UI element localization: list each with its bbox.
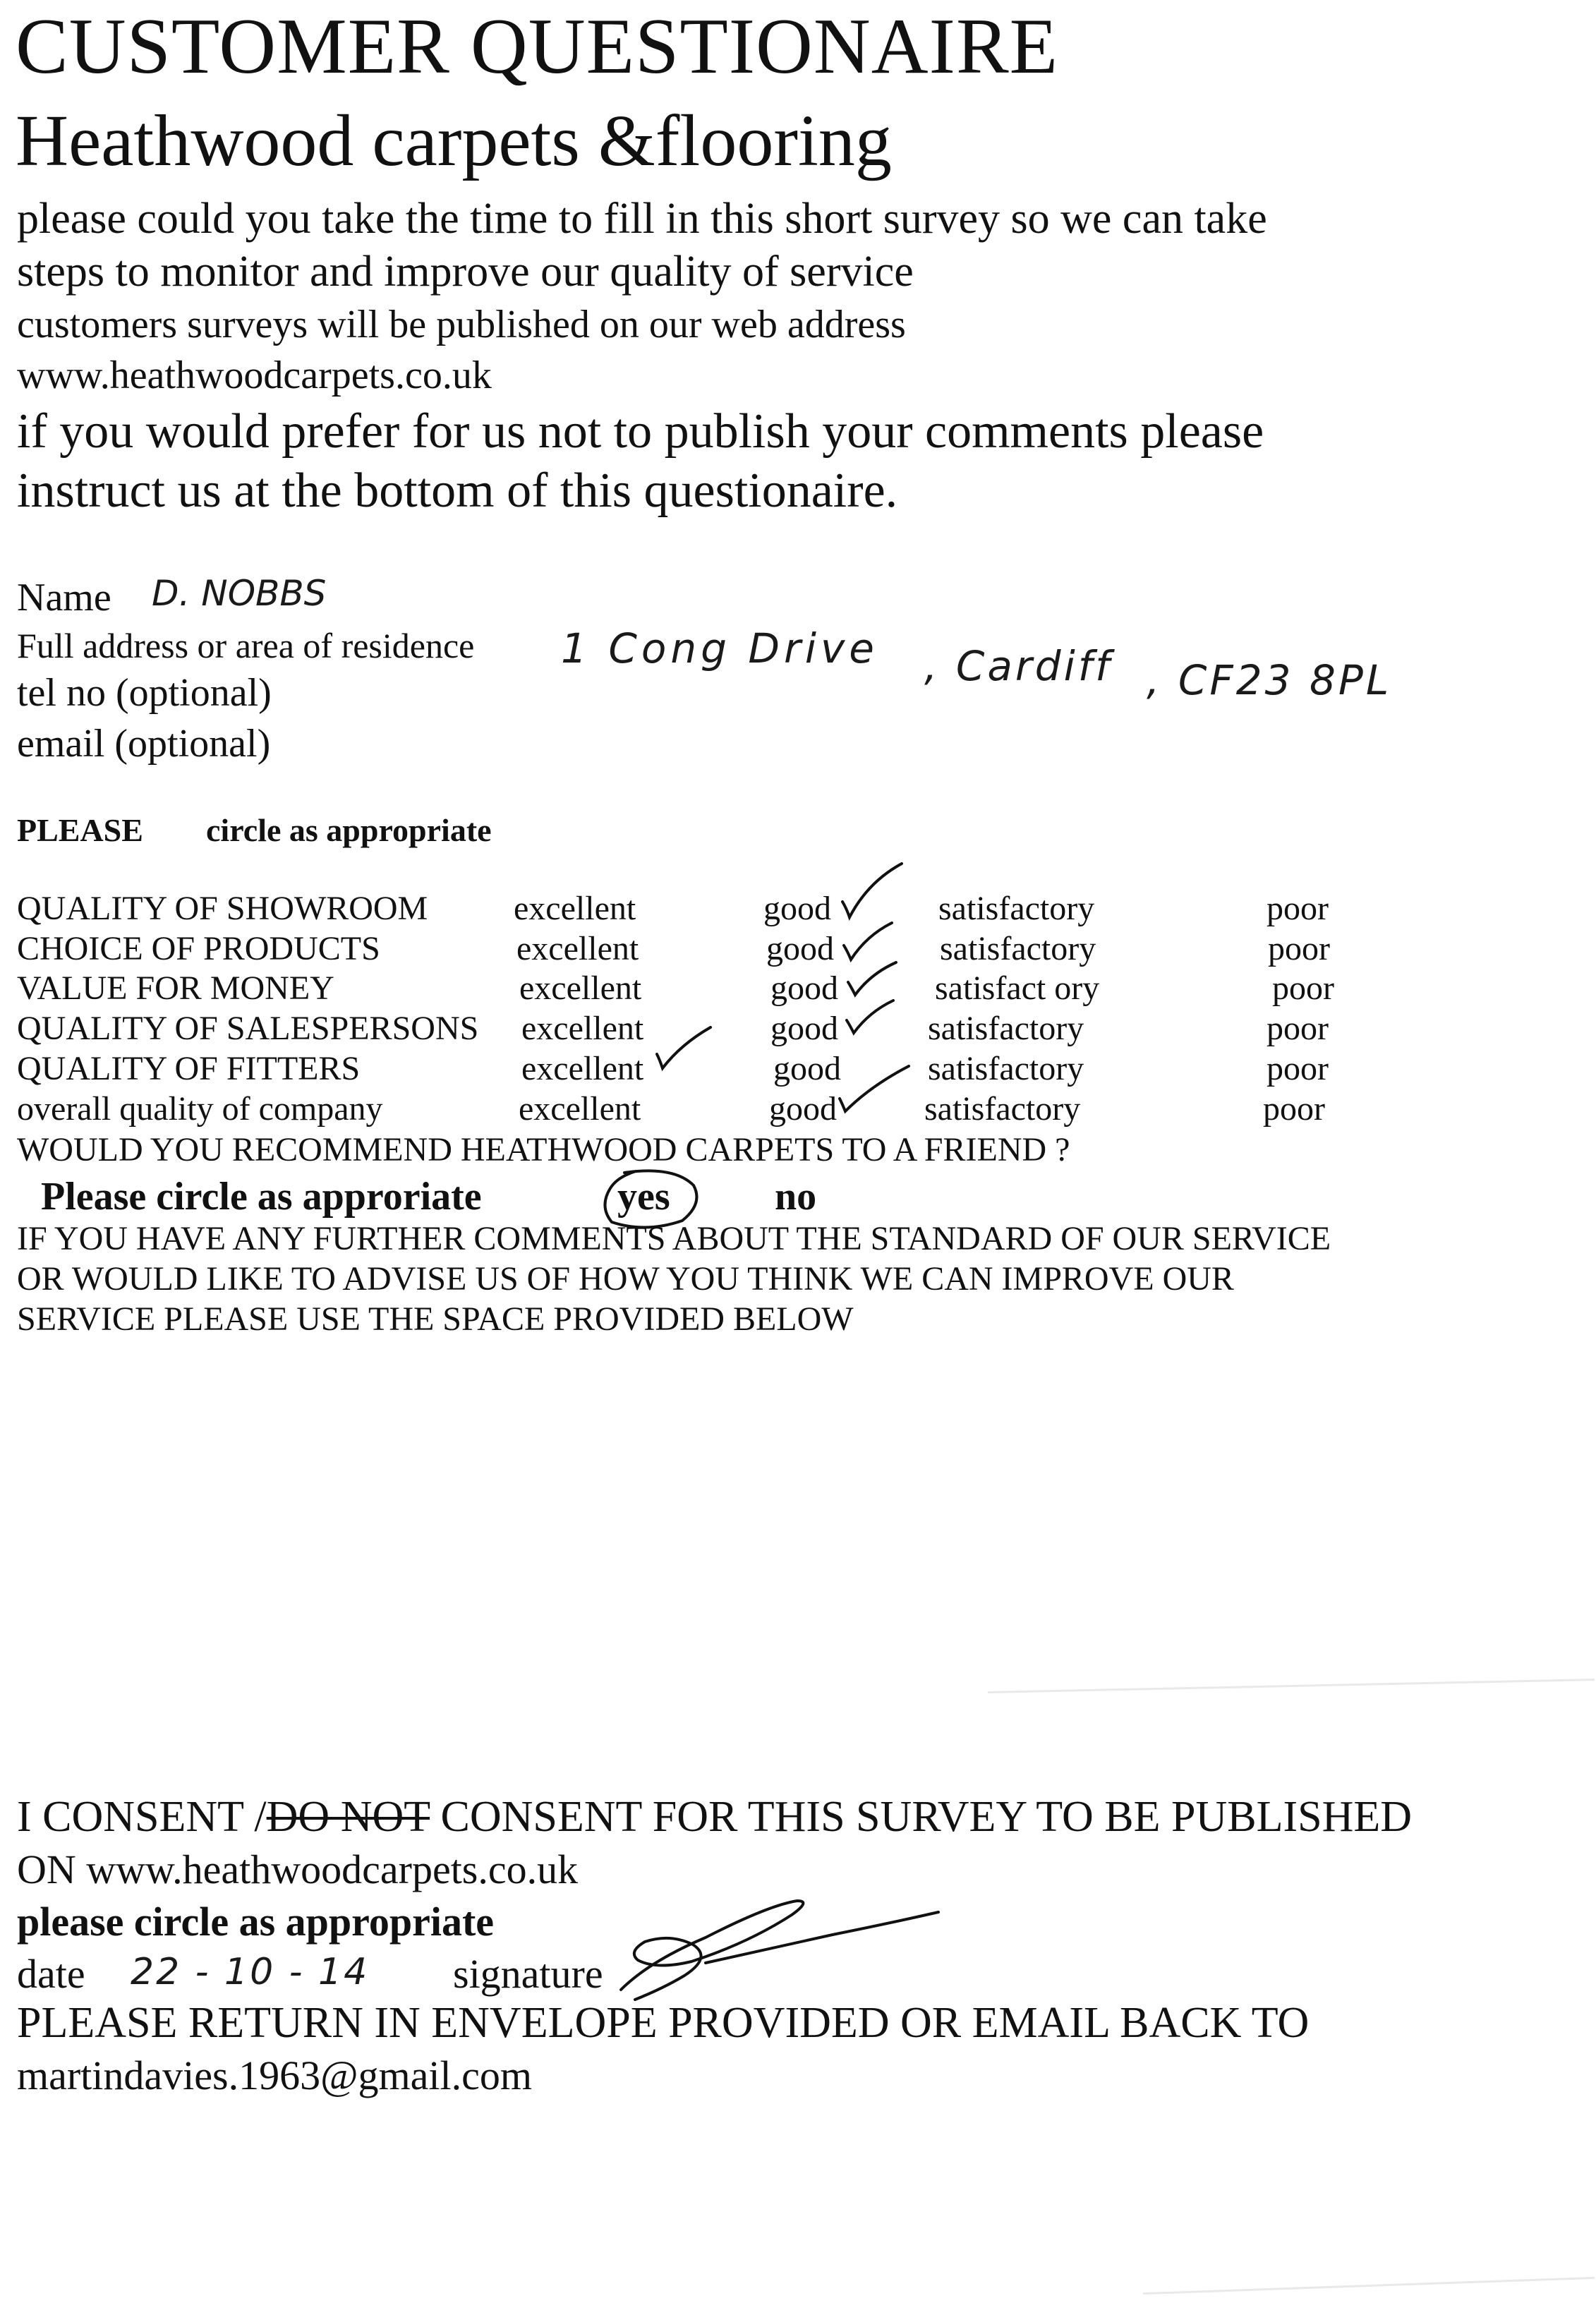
rating-option-satisfactory[interactable]: satisfactory (928, 1050, 1084, 1087)
rating-option-good[interactable]: good (769, 1090, 837, 1128)
consent-option[interactable]: I CONSENT / (17, 1793, 267, 1841)
rating-question: CHOICE OF PRODUCTS (17, 930, 380, 967)
rating-option-excellent[interactable]: excellent (521, 1050, 644, 1087)
rating-option-good[interactable]: good (766, 930, 834, 967)
rating-option-good[interactable]: good (773, 1050, 841, 1087)
rating-option-good[interactable]: good (763, 890, 831, 927)
comments-prompt-1: IF YOU HAVE ANY FURTHER COMMENTS ABOUT THE STANDARD OF OUR SERVICE (17, 1220, 1331, 1257)
rating-option-excellent[interactable]: excellent (519, 1090, 641, 1128)
name-label: Name (17, 576, 111, 619)
rating-option-satisfactory[interactable]: satisfact ory (935, 969, 1100, 1007)
intro-line-2: steps to monitor and improve our quality of service (17, 248, 914, 296)
address-field-postcode[interactable]: , CF23 8PL (1147, 656, 1392, 704)
rating-question: QUALITY OF FITTERS (17, 1050, 361, 1087)
email-label: email (optional) (17, 722, 271, 766)
please-label: PLEASE (17, 812, 143, 848)
return-email[interactable]: martindavies.1963@gmail.com (17, 2053, 532, 2098)
privacy-line-2: instruct us at the bottom of this questionaire. (17, 464, 898, 518)
date-label: date (17, 1951, 85, 1997)
name-field[interactable]: D. NOBBS (152, 573, 327, 614)
paper-crease (1143, 2277, 1595, 2295)
form-title: CUSTOMER QUESTIONAIRE (16, 3, 1059, 90)
company-name: Heathwood carpets &flooring (16, 100, 892, 181)
rating-option-satisfactory[interactable]: satisfactory (924, 1090, 1081, 1128)
date-field[interactable]: 22 - 10 - 14 (131, 1951, 370, 1993)
rating-option-excellent[interactable]: excellent (514, 890, 636, 927)
comments-area[interactable] (17, 1348, 1499, 1771)
rating-option-excellent[interactable]: excellent (521, 1010, 644, 1047)
recommend-question: WOULD YOU RECOMMEND HEATHWOOD CARPETS TO A FRIEND ? (17, 1131, 1070, 1168)
checkmark-icon (835, 1062, 913, 1118)
rating-question: QUALITY OF SALESPERSONS (17, 1010, 479, 1047)
intro-line-3: customers surveys will be published on our web address (17, 303, 906, 346)
recommend-circle-label: Please circle as approriate (41, 1175, 482, 1219)
rating-question: overall quality of company (17, 1090, 383, 1128)
tel-label: tel no (optional) (17, 671, 272, 715)
privacy-line-1: if you would prefer for us not to publish your comments please (17, 404, 1264, 459)
rating-option-good[interactable]: good (770, 969, 838, 1007)
recommend-no-option[interactable]: no (775, 1175, 817, 1219)
circle-instruction: circle as appropriate (206, 812, 492, 848)
rating-option-satisfactory[interactable]: satisfactory (928, 1010, 1084, 1047)
rating-option-excellent[interactable]: excellent (519, 969, 642, 1007)
address-field-city[interactable]: , Cardiff (924, 642, 1113, 690)
checkmark-icon (653, 1023, 716, 1080)
checkmark-icon (844, 996, 900, 1039)
rating-option-poor[interactable]: poor (1268, 930, 1330, 967)
consent-website: ON www.heathwoodcarpets.co.uk (17, 1846, 579, 1892)
consent-rest-text: CONSENT FOR THIS SURVEY TO BE PUBLISHED (430, 1793, 1412, 1841)
checkmark-icon (845, 958, 902, 1001)
consent-statement (17, 1792, 1412, 1842)
rating-option-poor[interactable]: poor (1272, 969, 1334, 1007)
comments-prompt-3: SERVICE PLEASE USE THE SPACE PROVIDED BELOW (17, 1300, 854, 1338)
rating-option-satisfactory[interactable]: satisfactory (940, 930, 1096, 967)
rating-option-poor[interactable]: poor (1263, 1090, 1325, 1128)
address-field[interactable]: 1 Cong Drive (561, 624, 878, 672)
rating-option-poor[interactable]: poor (1266, 1050, 1329, 1087)
checkmark-icon (840, 861, 910, 924)
intro-line-1: please could you take the time to fill in this short survey so we can take (17, 195, 1267, 243)
consent-circle-label: please circle as appropriate (17, 1899, 495, 1945)
rating-option-excellent[interactable]: excellent (516, 930, 639, 967)
rating-question: QUALITY OF SHOWROOM (17, 890, 428, 927)
signature-label: signature (453, 1951, 603, 1997)
rating-option-satisfactory[interactable]: satisfactory (938, 890, 1095, 927)
rating-option-poor[interactable]: poor (1266, 1010, 1329, 1047)
rating-option-poor[interactable]: poor (1266, 890, 1329, 927)
rating-option-good[interactable]: good (770, 1010, 838, 1047)
do-not-consent-option[interactable]: DO NOT (266, 1793, 430, 1841)
recommend-yes-option[interactable]: yes (617, 1175, 670, 1219)
website-text: www.heathwoodcarpets.co.uk (17, 353, 492, 397)
address-label: Full address or area of residence (17, 626, 475, 665)
rating-question: VALUE FOR MONEY (17, 969, 334, 1007)
signature-mark[interactable] (607, 1884, 945, 2011)
return-instruction: PLEASE RETURN IN ENVELOPE PROVIDED OR EMAIL BACK TO (17, 1999, 1310, 2047)
comments-prompt-2: OR WOULD LIKE TO ADVISE US OF HOW YOU THINK WE CAN IMPROVE OUR (17, 1260, 1234, 1298)
